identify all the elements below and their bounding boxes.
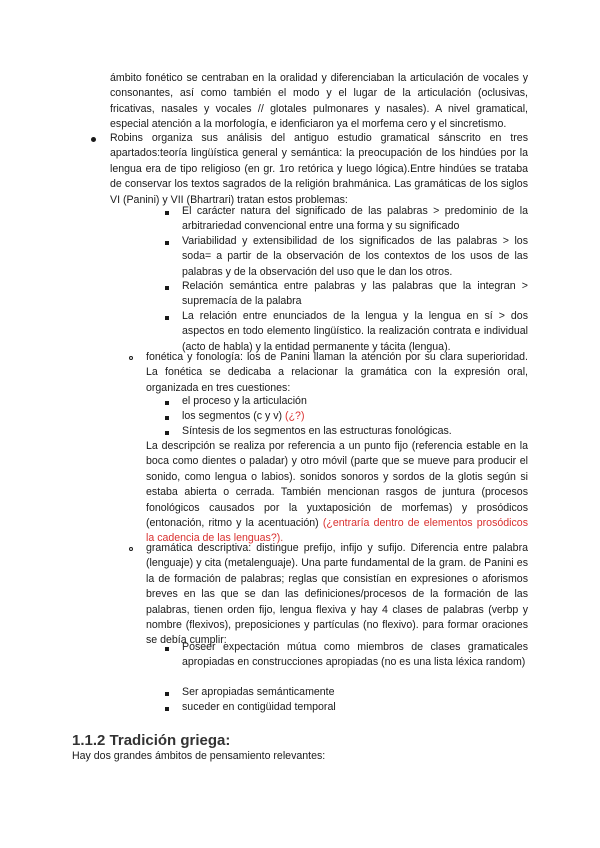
gramatica-item: Ser apropiadas semánticamente [182,686,335,698]
fonetica-paragraph: fonética y fonología: los de Panini llaman la atención por su clara superioridad. La fonética se dedicaba a relacionar la gramática con la expresión oral, organizada en tres cuestiones: [146,351,528,394]
square-bullet [165,401,169,405]
problem-item: Relación semántica entre palabras y las palabras que la integran > supremacía de la palabra [182,280,528,308]
square-bullet [165,211,169,215]
circle-bullet [129,547,133,551]
robins-paragraph: Robins organiza sus análisis del antiguo estudio gramatical sánscrito en tres apartados:teoría lingüística general y semántica: la preocupación de los hindúes por la lengua era de tipo religioso (en gr. 1ro retórica y luego lógica).Entre hindúes se trataba de conservar los textos sagrados de la religión brahmánica. Las gramáticas de los siglos VI (Panini) y VII (Bhartrari) tratan estos problemas: [110,132,528,206]
square-bullet [165,241,169,245]
square-bullet [165,431,169,435]
intro-paragraph: ámbito fonético se centraban en la oralidad y diferenciaban la articulación de vocales y consonantes, así como también el modo y el lugar de la articulación (oclusivas, fricativas, nasales y vocales // glotales pulmonares y nasales). A nivel gramatical, especial atención a la morfología, e idenficiaron ya el morfema cero y el sincretismo. [110,72,528,131]
circle-bullet [129,356,133,360]
square-bullet [165,316,169,320]
gramatica-item: Poseer expectación mútua como miembros de clases gramaticales apropiadas en construcciones apropiadas (no es una lista léxica random) [182,641,528,669]
fonetica-item: Síntesis de los segmentos en las estructuras fonológicas. [182,425,452,437]
bullet-dot [91,137,96,142]
fonetica-description [146,439,528,547]
section-heading: 1.1.2 Tradición griega: [72,732,231,749]
question-note: (¿?) [285,410,305,422]
section-intro: Hay dos grandes ámbitos de pensamiento relevantes: [72,750,326,762]
square-bullet [165,647,169,651]
square-bullet [165,286,169,290]
fonetica-item: el proceso y la articulación [182,395,307,407]
fonetica-item [182,409,528,424]
problem-item: La relación entre enunciados de la lengua y la lengua en sí > dos aspectos en todo elemento lingüístico. la realización contrata e individual (acto de habla) y la entidad permanente y tácita (lengua). [182,310,528,353]
problem-item: El carácter natura del significado de las palabras > predominio de la arbitrariedad convencional entre una forma y su significado [182,205,528,233]
fonetica-description-text: La descripción se realiza por referencia a un punto fijo (referencia estable en la boca como dientes o paladar) y otro móvil (parte que se mueve para producir el sonido, como lengua o labios). sonidos sonoros y sordos de la glotis según si estaba abierta o cerrada. También mencionan rasgos de juntura (procesos fonológicos causados por la yuxtaposición de morfemas) y prosódicos (entonación, ritmo y la acentuación) [146,440,528,530]
gramatica-item: suceder en contigüidad temporal [182,701,336,713]
square-bullet [165,692,169,696]
gramatica-paragraph: gramática descriptiva: distingue prefijo, infijo y sufijo. Diferencia entre palabra (lenguaje) y cita (metalenguaje). Una parte fundamental de la gram. de Panini es la de formación de palabras; reglas que consistían en expresiones o aforismos breves en las que se dan las definiciones/procesos de la formación de las palabras, tienen orden fijo, lengua flexiva y hay 4 clases de palabras (verbp y nombre (flexivos), preposiciones y partículas (no flexivo). para formar oraciones se debía cumplir: [146,542,528,647]
square-bullet [165,416,169,420]
fonetica-item-text: los segmentos (c y v) [182,410,283,422]
problem-item: Variabilidad y extensibilidad de los significados de las palabras > los soda= a partir de la observación de los contextos de los usos de las palabras y de la observación del uso que le dan los otros. [182,235,528,278]
square-bullet [165,707,169,711]
prosody-note: (¿entraría dentro de elementos prosódicos la cadencia de las lenguas?). [146,517,528,545]
